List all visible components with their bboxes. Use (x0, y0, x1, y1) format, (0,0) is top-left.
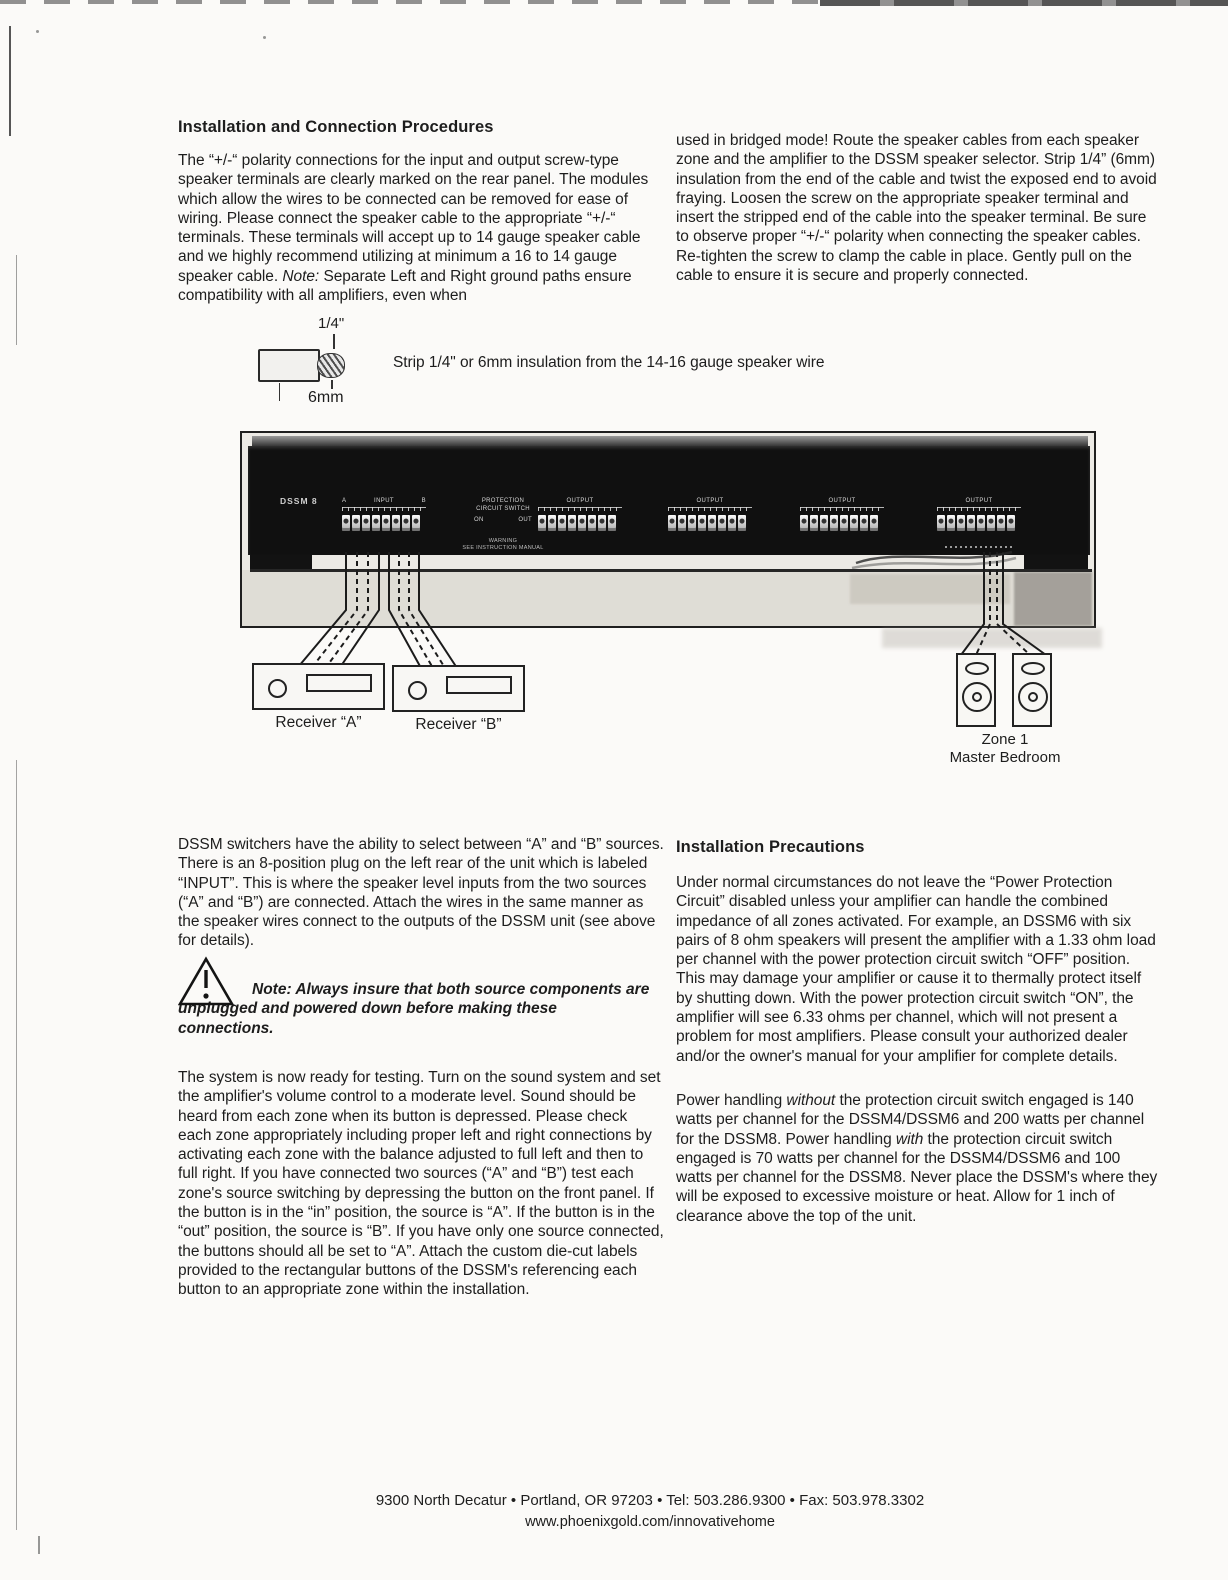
screw-terminal (588, 515, 596, 531)
screw-terminal (392, 515, 400, 531)
screw-terminal (688, 515, 696, 531)
zone-speaker-left (956, 653, 996, 727)
precautions-text: the protection circuit switch engaged is 70 watts per channel for the DSSM4/DSSM6 and 100 watts per channel for the DSSM8. Never place the DSSM's where they will be exposed to excessive moisture or heat. Allow for 1 inch of clearance above the top of the unit. (676, 1130, 1158, 1225)
output-terminal-block (538, 498, 622, 531)
footer-address: 9300 North Decatur • Portland, OR 97203 • Tel: 503.286.9300 • Fax: 503.978.3302 (375, 1492, 925, 1509)
input-side-a-label: A (342, 498, 347, 504)
screw-terminal-row (342, 515, 426, 531)
switching-paragraph: DSSM switchers have the ability to select between “A” and “B” sources. There is an 8-position plug on the left rear of the unit which is labeled “INPUT”. This is where the speaker level inputs from the two sources (“A” and “B”) are connected. Attach the wires in the same manner as the speaker wires connect to the outputs of the DSSM unit (see above for details). (178, 836, 664, 950)
scan-artifact-left (9, 26, 11, 136)
screw-terminal (372, 515, 380, 531)
scan-speck (38, 1536, 40, 1554)
panel-warning-text (398, 538, 608, 551)
terminal-tick-row (342, 507, 426, 511)
screw-terminal (342, 515, 350, 531)
warning-triangle-icon (178, 956, 236, 1008)
input-terminal-block (342, 498, 426, 531)
testing-paragraph: The system is now ready for testing. Turn on the sound system and set the amplifier's volume control to a moderate level. Sound should be heard from each zone when its button is depressed. Please check each zone appropriately including proper left and right connections by activating each zone with the balance adjusted to full left and then to full right. If you have connected two sources (“A” and “B”) test each zone's source switching by depressing the button on the front panel. If the button is in the “in” position, the source is “A”. If the button is in the “out” position, the source is “B”. If you have only one source connected, the buttons should all be set to “A”. Attach the custom die-cut labels provided to the rectangular buttons of the DSSM's referencing each button to an appropriate zone within the installation. (178, 1069, 664, 1299)
zone-label-line2: Master Bedroom (949, 748, 1061, 766)
strip-caption: Strip 1/4" or 6mm insulation from the 14-16 gauge speaker wire (393, 354, 825, 371)
screw-terminal (830, 515, 838, 531)
screw-terminal (997, 515, 1005, 531)
output-block-label: OUTPUT (965, 498, 993, 504)
screw-terminal (977, 515, 985, 531)
warning-note (178, 956, 656, 1038)
output-terminal-block (937, 498, 1021, 531)
screw-terminal (668, 515, 676, 531)
screw-terminal (608, 515, 616, 531)
screw-terminal (402, 515, 410, 531)
dssm-rear-panel (248, 446, 1090, 555)
screw-terminal (738, 515, 746, 531)
input-block-label (342, 498, 426, 505)
protection-on-label: ON (474, 517, 484, 523)
protection-label-line2: CIRCUIT SWITCH (476, 505, 530, 512)
input-label: INPUT (374, 498, 394, 504)
receiver-display (446, 676, 512, 694)
tweeter-icon (965, 662, 989, 675)
screw-terminal (820, 515, 828, 531)
screw-terminal (728, 515, 736, 531)
receiver-display (306, 674, 372, 692)
protection-switch-block (455, 498, 551, 525)
screw-terminal (987, 515, 995, 531)
intro-paragraph-right: used in bridged mode! Route the speaker cables from each speaker zone and the amplifier to the DSSM speaker selector. Strip 1/4” (6mm) insulation from the end of the cable and twist the exposed end to avoid fraying. Loosen the screw on the appropriate speaker terminal and insert the stripped end of the cable into the speaker terminal. Be sure to observe proper “+/-“ polarity when connecting the speaker cables. Re-tighten the screw to clamp the cable in place. Gently pull on the cable to ensure it is secure and properly connected. (676, 132, 1157, 285)
receiver-knob-icon (268, 679, 287, 698)
screw-terminal (678, 515, 686, 531)
screw-terminal-row (937, 515, 1021, 531)
scan-artifact-top (820, 0, 1228, 6)
emphasis-with: with (895, 1130, 924, 1148)
zone-label-line1: Zone 1 (981, 731, 1029, 748)
photo-noise (850, 574, 1010, 604)
screw-terminal (538, 515, 546, 531)
model-label: DSSM 8 (280, 496, 318, 506)
screw-terminal (598, 515, 606, 531)
screw-terminal (698, 515, 706, 531)
output-terminal-block (668, 498, 752, 531)
woofer-icon (1018, 682, 1048, 712)
screw-terminal (412, 515, 420, 531)
screw-terminal (382, 515, 390, 531)
inline-note-label: Note: (282, 267, 320, 285)
screw-terminal (800, 515, 808, 531)
screw-terminal-row (668, 515, 752, 531)
illegible-small-print (945, 546, 1015, 548)
dimension-tick (331, 380, 333, 389)
precautions-paragraph-1: Under normal circumstances do not leave the “Power Protection Circuit” disabled unless your amplifier can handle the combined impedance of all zones activated. For example, an DSSM6 with six pairs of 8 ohm speakers will present the amplifier with a 1.33 ohm load per channel with the power protection circuit switch “OFF” position. This may damage your amplifier or cause it to thermally protect itself by shutting down. With the power protection circuit switch “ON”, the amplifier will see 6.33 ohms per channel, which will not present a problem for most amplifiers. Please consult your authorized dealer and/or the owner's manual for your amplifier for complete details. (676, 874, 1156, 1065)
emphasis-without: without (786, 1092, 836, 1109)
scan-artifact-left (16, 760, 17, 1530)
scan-speck (36, 30, 39, 33)
screw-terminal (840, 515, 848, 531)
input-side-b-label: B (421, 498, 426, 504)
receiver-b (392, 665, 525, 712)
woofer-icon (962, 682, 992, 712)
scan-artifact-left (16, 255, 17, 345)
screw-terminal-row (800, 515, 884, 531)
intro-text: The “+/-“ polarity connections for the input and output screw-type speaker terminals are clearly marked on the rear panel. The modules which allow the wires to be connected can be removed for ease of wiring. Please connect the speaker cable to the appropriate “+/-“ terminals. These terminals will accept up to 14 gauge speaker cable and we highly recommend utilizing at minimum a 16 to 14 gauge speaker cable. (178, 152, 649, 285)
dimension-tick (333, 334, 335, 349)
screw-terminal (568, 515, 576, 531)
precautions-paragraph-2 (676, 1091, 1158, 1226)
terminal-tick-row (800, 507, 884, 511)
wire-stripped-end (317, 353, 345, 378)
zone-speaker-right (1012, 653, 1052, 727)
scan-speck (263, 36, 266, 39)
screw-terminal (870, 515, 878, 531)
screw-terminal-row (538, 515, 622, 531)
photo-noise (1014, 572, 1092, 626)
protection-out-label: OUT (518, 517, 532, 523)
page-title: Installation and Connection Procedures (178, 118, 494, 136)
receiver-a-label: Receiver “A” (275, 714, 362, 731)
protection-label-line1: PROTECTION (481, 498, 525, 504)
wire-insulation (258, 349, 320, 382)
warning-line1: WARNING (488, 538, 518, 544)
screw-terminal (1007, 515, 1015, 531)
screw-terminal (548, 515, 556, 531)
dust-cap-icon (1028, 692, 1038, 702)
zone-label (930, 731, 1080, 766)
dimension-tick (279, 383, 280, 401)
screw-terminal (578, 515, 586, 531)
strip-dimension-bottom: 6mm (308, 389, 344, 406)
rack-ear-left (250, 553, 312, 569)
terminal-tick-row (668, 507, 752, 511)
protection-on-out-row (474, 517, 532, 525)
warning-note-text: Note: Always insure that both source components are unplugged and powered down before making these connections. (178, 981, 650, 1037)
screw-terminal (957, 515, 965, 531)
footer-url: www.phoenixgold.com/innovativehome (525, 1514, 775, 1530)
terminal-tick-row (937, 507, 1021, 511)
receiver-b-label: Receiver “B” (415, 716, 502, 733)
precautions-text: the protection circuit switch engaged is 140 watts per channel for the DSSM4/DSSM6 and 200 watts per channel for the DSSM8. Power handling (676, 1092, 1145, 1148)
precautions-text: Power handling (676, 1092, 787, 1109)
screw-terminal (967, 515, 975, 531)
table-edge-line (250, 569, 1092, 572)
output-block-label: OUTPUT (828, 498, 856, 504)
precautions-heading: Installation Precautions (676, 838, 865, 856)
strip-dimension-top: 1/4" (318, 315, 345, 332)
tweeter-icon (1021, 662, 1045, 675)
screw-terminal (947, 515, 955, 531)
dust-cap-icon (972, 692, 982, 702)
screw-terminal (352, 515, 360, 531)
output-block-label: OUTPUT (566, 498, 594, 504)
receiver-knob-icon (408, 681, 427, 700)
screw-terminal (362, 515, 370, 531)
intro-paragraph-left (178, 151, 664, 305)
screw-terminal (860, 515, 868, 531)
rack-ear-right (1024, 553, 1088, 569)
warning-line2: SEE INSTRUCTION MANUAL (462, 544, 544, 551)
intro-text: Separate Left and Right ground paths ensure compatibility with all amplifiers, even when (178, 267, 632, 305)
photo-noise (882, 628, 1102, 648)
receiver-a (252, 663, 385, 710)
terminal-tick-row (538, 507, 622, 511)
screw-terminal (850, 515, 858, 531)
scan-artifact-top (0, 0, 820, 4)
screw-terminal (937, 515, 945, 531)
screw-terminal (558, 515, 566, 531)
screw-terminal (708, 515, 716, 531)
screw-terminal (718, 515, 726, 531)
output-block-label: OUTPUT (696, 498, 724, 504)
output-terminal-block (800, 498, 884, 531)
screw-terminal (810, 515, 818, 531)
